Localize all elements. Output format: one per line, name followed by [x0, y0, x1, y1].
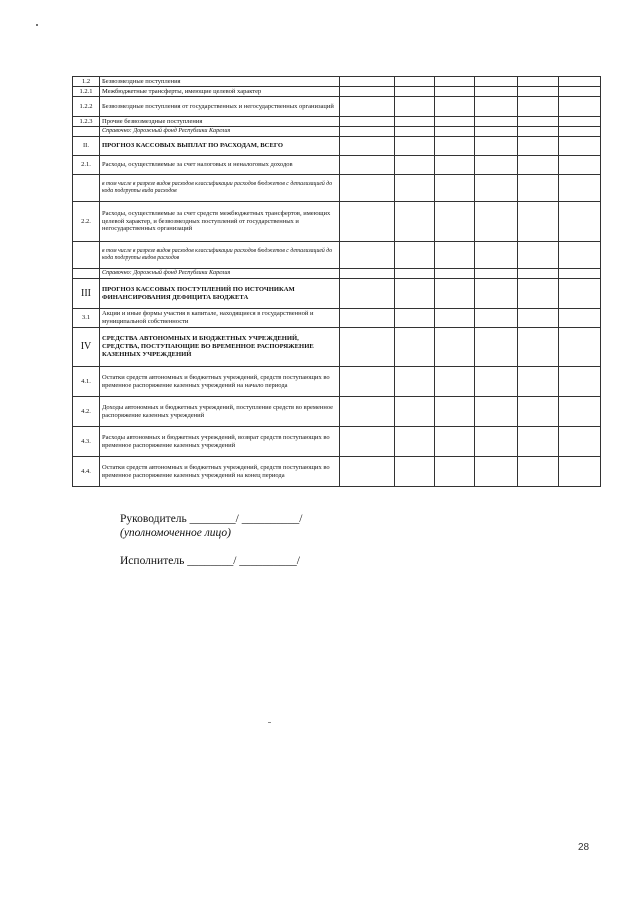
value-cell [559, 87, 601, 97]
value-cell [340, 242, 395, 269]
cash-forecast-table [72, 76, 601, 487]
value-cell [518, 367, 559, 397]
row-label: Остатки средств автономных и бюджетных учреждений, средств поступающих во временное распоряжение казенных учреждений на начало периода [100, 367, 340, 397]
value-cell [518, 427, 559, 457]
table-body [73, 77, 601, 487]
value-cell [395, 397, 435, 427]
row-number: 4.1. [73, 367, 100, 397]
table-row [73, 202, 601, 242]
row-label: Остатки средств автономных и бюджетных учреждений, средств поступающих во временное распоряжение казенных учреждений на конец периода [100, 457, 340, 487]
row-label: Акции и иные формы участия в капитале, находящиеся в государственной и муниципальной собственности [100, 309, 340, 328]
row-number: 1.2.1 [73, 87, 100, 97]
value-cell [340, 77, 395, 87]
value-cell [395, 77, 435, 87]
table-row [73, 427, 601, 457]
row-label: Расходы, осуществляемые за счет средств межбюджетных трансфертов, имеющих целевой характер, и безвозмездных поступлений от государственных и негосударственных организаций [100, 202, 340, 242]
value-cell [435, 397, 475, 427]
value-cell [435, 97, 475, 117]
row-number: 2.2. [73, 202, 100, 242]
row-number [73, 242, 100, 269]
row-number: 4.3. [73, 427, 100, 457]
row-number: 3.1 [73, 309, 100, 328]
value-cell [340, 457, 395, 487]
row-number: IV [73, 328, 100, 367]
row-number: 1.2.2 [73, 97, 100, 117]
row-number: III [73, 279, 100, 309]
value-cell [340, 127, 395, 137]
row-label: Межбюджетные трансферты, имеющие целевой характер [100, 87, 340, 97]
row-number [73, 269, 100, 279]
row-number: 1.2.3 [73, 117, 100, 127]
value-cell [559, 457, 601, 487]
value-cell [559, 242, 601, 269]
value-cell [395, 117, 435, 127]
row-label: СРЕДСТВА АВТОНОМНЫХ И БЮДЖЕТНЫХ УЧРЕЖДЕНИЙ, СРЕДСТВА, ПОСТУПАЮЩИЕ ВО ВРЕМЕННОЕ РАСПОРЯЖЕНИЕ КАЗЕННЫХ УЧРЕЖДЕНИЙ [100, 328, 340, 367]
value-cell [475, 457, 518, 487]
value-cell [395, 328, 435, 367]
value-cell [340, 328, 395, 367]
value-cell [559, 156, 601, 175]
row-label: Прочие безвозмездные поступления [100, 117, 340, 127]
row-label: Доходы автономных и бюджетных учреждений, поступление средств во временное распоряжение казенных учреждений [100, 397, 340, 427]
value-cell [395, 156, 435, 175]
value-cell [518, 328, 559, 367]
table-row [73, 77, 601, 87]
value-cell [340, 397, 395, 427]
row-number: 4.4. [73, 457, 100, 487]
value-cell [559, 328, 601, 367]
value-cell [395, 269, 435, 279]
row-label: Справочно: Дорожный фонд Республики Карелия [100, 269, 340, 279]
row-label: Расходы автономных и бюджетных учреждений, возврат средств поступающих во временное распоряжение казенных учреждений [100, 427, 340, 457]
value-cell [518, 117, 559, 127]
value-cell [395, 127, 435, 137]
value-cell [395, 202, 435, 242]
value-cell [518, 77, 559, 87]
table-row [73, 367, 601, 397]
scan-speck [36, 24, 38, 26]
value-cell [395, 309, 435, 328]
value-cell [340, 97, 395, 117]
table-row [73, 137, 601, 156]
value-cell [475, 427, 518, 457]
row-number: 4.2. [73, 397, 100, 427]
value-cell [559, 127, 601, 137]
value-cell [559, 309, 601, 328]
table-row [73, 87, 601, 97]
value-cell [435, 202, 475, 242]
row-label: в том числе в разрезе видов расходов классификации расходов бюджетов с детализацией до кода подгруппы вида расходов [100, 175, 340, 202]
table-row [73, 156, 601, 175]
value-cell [518, 397, 559, 427]
value-cell [395, 175, 435, 202]
value-cell [475, 242, 518, 269]
value-cell [340, 279, 395, 309]
value-cell [518, 175, 559, 202]
table-row [73, 117, 601, 127]
row-label: Безвозмездные поступления [100, 77, 340, 87]
scan-mark [268, 722, 271, 723]
row-label: Справочно: Дорожный фонд Республики Карелия [100, 127, 340, 137]
value-cell [518, 279, 559, 309]
value-cell [559, 77, 601, 87]
value-cell [518, 242, 559, 269]
value-cell [395, 242, 435, 269]
table-row [73, 97, 601, 117]
row-number [73, 127, 100, 137]
value-cell [395, 427, 435, 457]
value-cell [559, 367, 601, 397]
value-cell [435, 156, 475, 175]
value-cell [435, 77, 475, 87]
value-cell [559, 117, 601, 127]
value-cell [518, 156, 559, 175]
table-row [73, 242, 601, 269]
value-cell [435, 242, 475, 269]
value-cell [518, 457, 559, 487]
table-row [73, 127, 601, 137]
row-number: 2.1. [73, 156, 100, 175]
value-cell [435, 117, 475, 127]
value-cell [435, 137, 475, 156]
value-cell [340, 175, 395, 202]
value-cell [435, 367, 475, 397]
table-row [73, 328, 601, 367]
value-cell [475, 175, 518, 202]
head-signature-note: (уполномоченное лицо) [120, 527, 231, 539]
value-cell [340, 427, 395, 457]
signature-head [120, 512, 302, 540]
value-cell [435, 87, 475, 97]
value-cell [340, 156, 395, 175]
value-cell [395, 279, 435, 309]
executor-signature-line: Исполнитель ________/ __________/ [120, 555, 300, 567]
value-cell [395, 457, 435, 487]
row-label: ПРОГНОЗ КАССОВЫХ ПОСТУПЛЕНИЙ ПО ИСТОЧНИКАМ ФИНАНСИРОВАНИЯ ДЕФИЦИТА БЮДЖЕТА [100, 279, 340, 309]
value-cell [475, 77, 518, 87]
value-cell [475, 156, 518, 175]
row-number: 1.2 [73, 77, 100, 87]
value-cell [518, 137, 559, 156]
value-cell [559, 202, 601, 242]
value-cell [559, 279, 601, 309]
table-row [73, 309, 601, 328]
value-cell [435, 427, 475, 457]
row-label: Безвозмездные поступления от государственных и негосударственных организаций [100, 97, 340, 117]
table-row [73, 175, 601, 202]
value-cell [435, 269, 475, 279]
signature-executor [120, 554, 300, 568]
value-cell [475, 117, 518, 127]
value-cell [340, 269, 395, 279]
value-cell [395, 137, 435, 156]
value-cell [475, 97, 518, 117]
value-cell [518, 97, 559, 117]
value-cell [435, 328, 475, 367]
table-row [73, 269, 601, 279]
value-cell [518, 127, 559, 137]
value-cell [340, 202, 395, 242]
value-cell [475, 328, 518, 367]
value-cell [559, 175, 601, 202]
value-cell [559, 137, 601, 156]
value-cell [475, 202, 518, 242]
value-cell [475, 279, 518, 309]
value-cell [518, 202, 559, 242]
value-cell [435, 175, 475, 202]
value-cell [435, 127, 475, 137]
value-cell [518, 309, 559, 328]
table-row [73, 457, 601, 487]
value-cell [340, 367, 395, 397]
value-cell [395, 97, 435, 117]
value-cell [435, 309, 475, 328]
value-cell [559, 427, 601, 457]
value-cell [340, 309, 395, 328]
head-signature-line: Руководитель ________/ __________/ [120, 513, 303, 525]
value-cell [475, 269, 518, 279]
value-cell [475, 127, 518, 137]
table-row [73, 397, 601, 427]
row-label: в том числе в разрезе видов расходов классификации расходов бюджетов с детализацией до кода подгруппы видов расходов [100, 242, 340, 269]
table-row [73, 279, 601, 309]
page-number: 28 [578, 842, 590, 853]
row-label: ПРОГНОЗ КАССОВЫХ ВЫПЛАТ ПО РАСХОДАМ, ВСЕГО [100, 137, 340, 156]
row-number: II. [73, 137, 100, 156]
value-cell [518, 269, 559, 279]
value-cell [435, 279, 475, 309]
value-cell [559, 97, 601, 117]
value-cell [395, 87, 435, 97]
value-cell [395, 367, 435, 397]
value-cell [340, 137, 395, 156]
value-cell [475, 397, 518, 427]
value-cell [559, 397, 601, 427]
value-cell [559, 269, 601, 279]
row-label: Расходы, осуществляемые за счет налоговых и неналоговых доходов [100, 156, 340, 175]
value-cell [518, 87, 559, 97]
row-number [73, 175, 100, 202]
value-cell [475, 309, 518, 328]
value-cell [340, 117, 395, 127]
value-cell [340, 87, 395, 97]
value-cell [475, 137, 518, 156]
value-cell [475, 367, 518, 397]
value-cell [435, 457, 475, 487]
value-cell [475, 87, 518, 97]
